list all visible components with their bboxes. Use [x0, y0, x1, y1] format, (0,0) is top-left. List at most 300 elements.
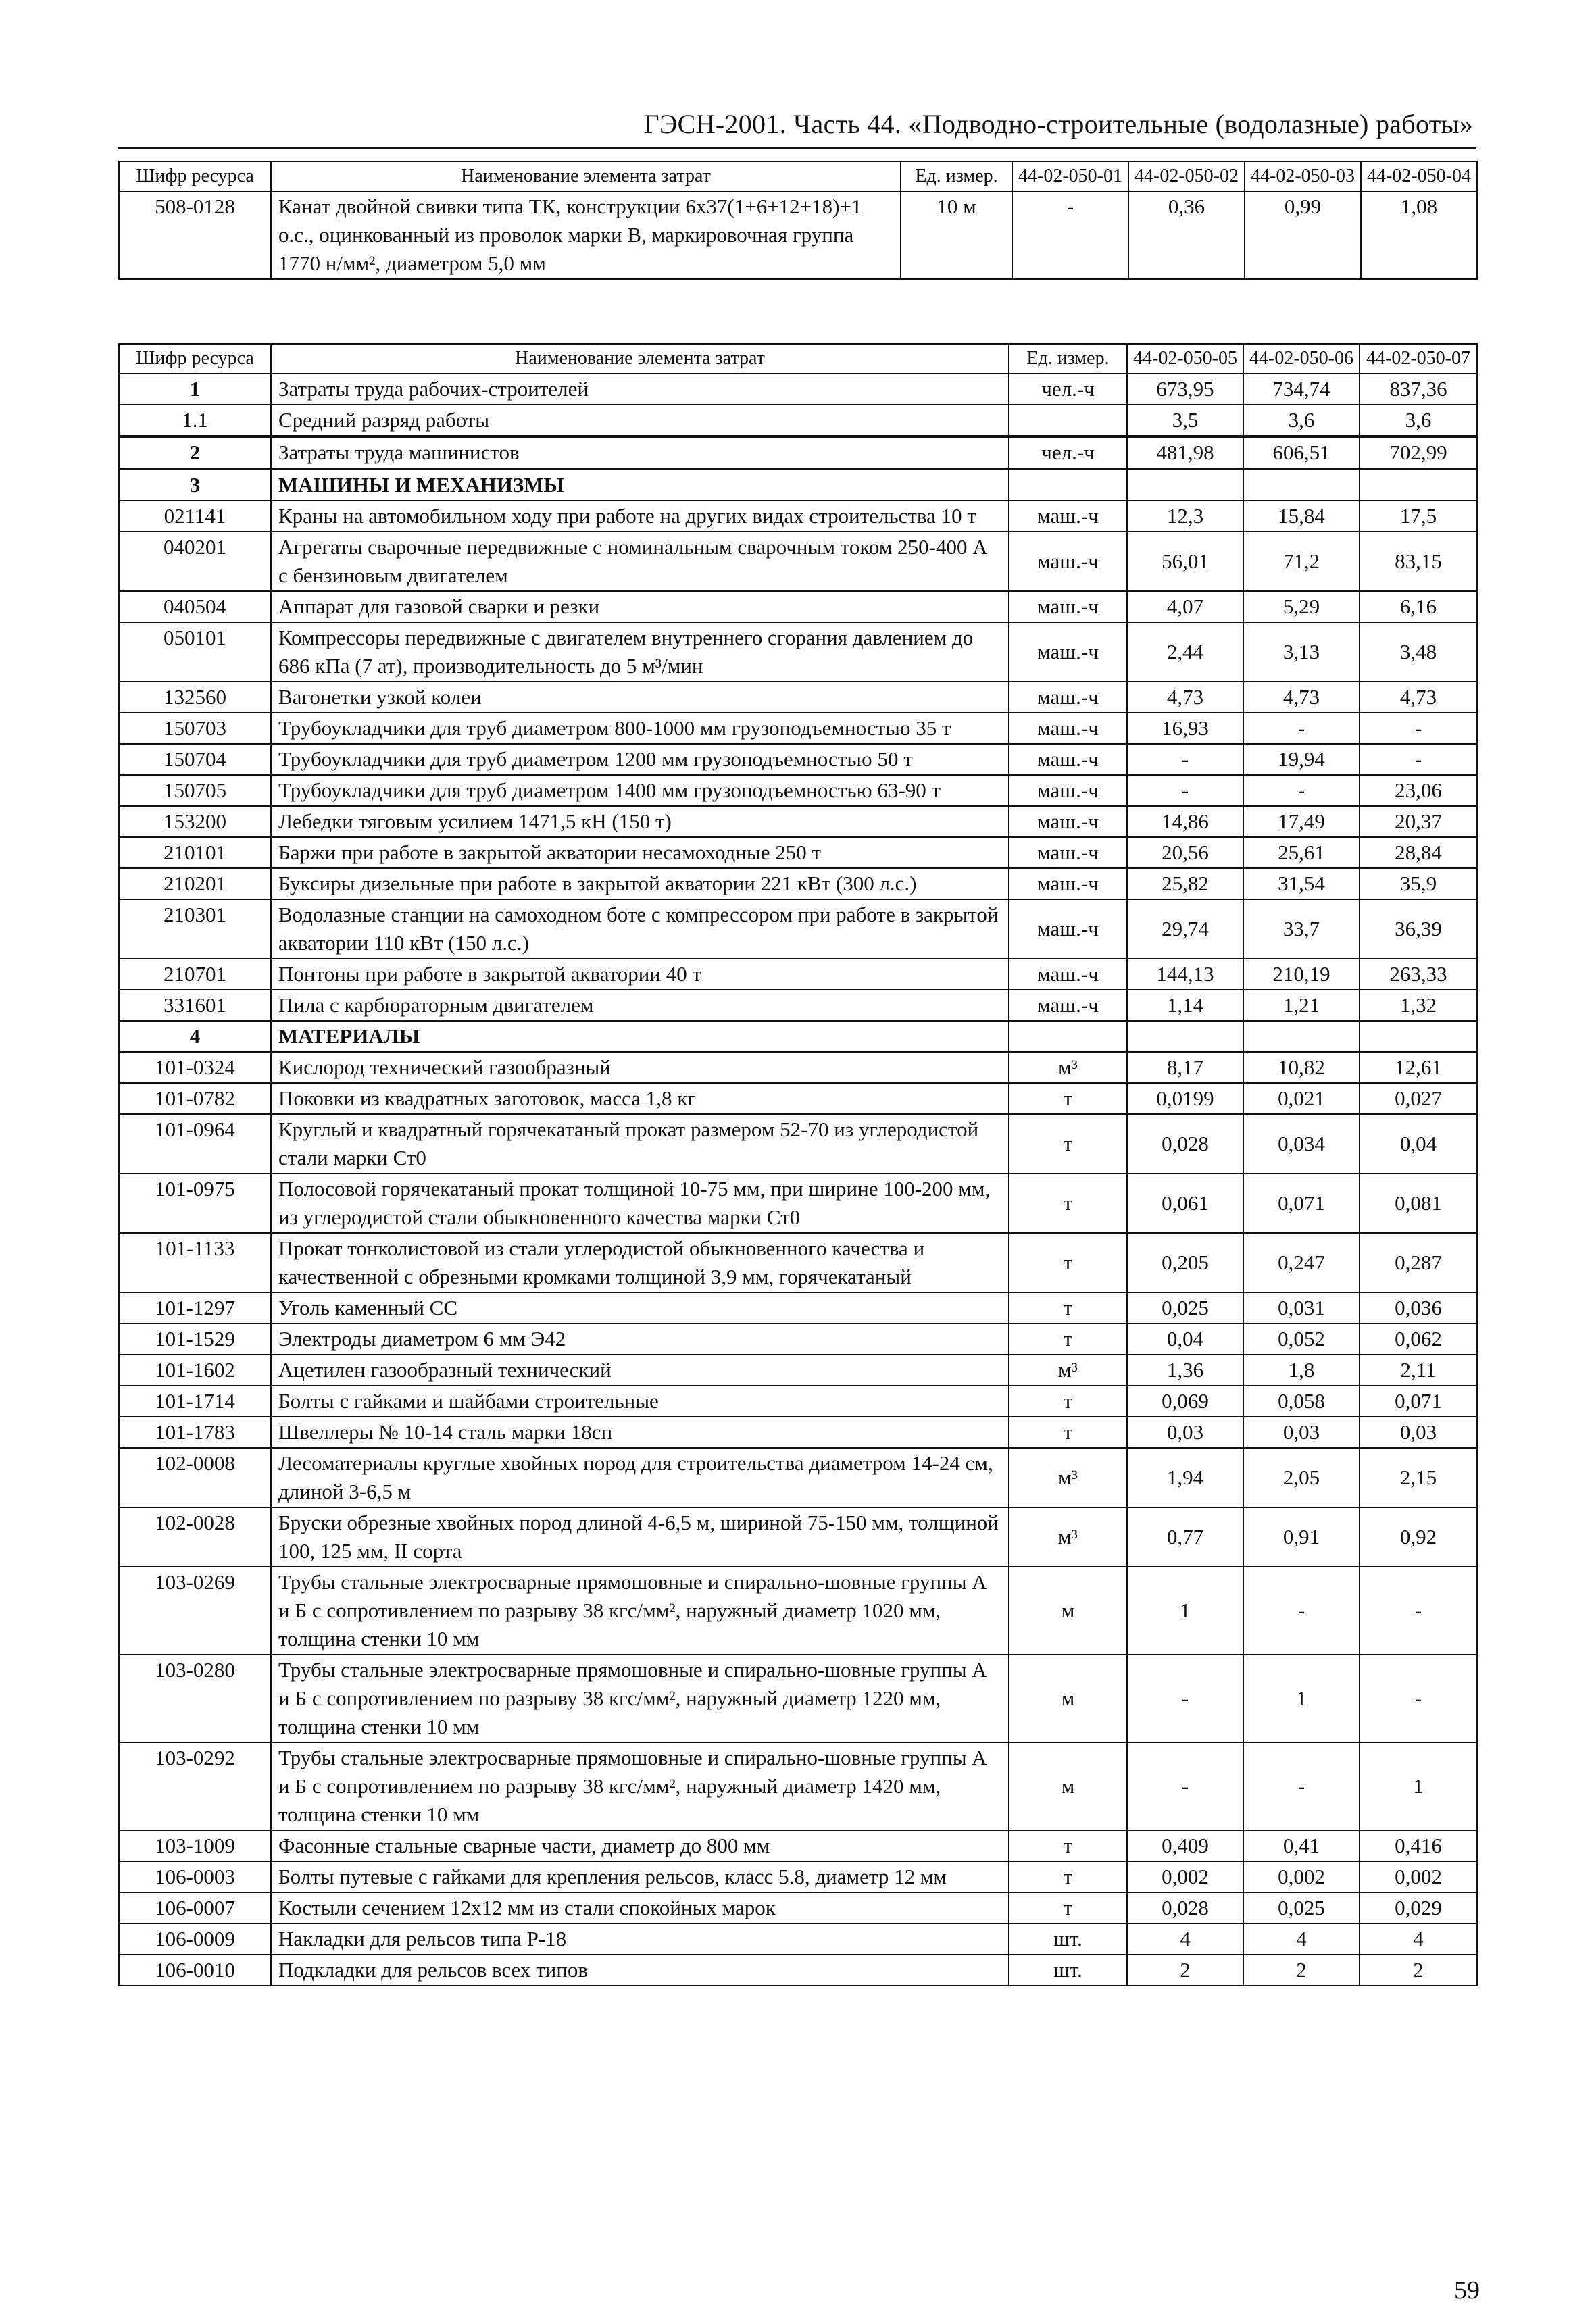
table-row [119, 1742, 1477, 1830]
cell-value-1: 4 [1127, 1923, 1243, 1955]
col-header-c1: 44-02-050-05 [1127, 344, 1243, 374]
cell-value-3: 2,11 [1360, 1355, 1477, 1386]
table-row [119, 532, 1477, 591]
cell-value-2: - [1243, 1742, 1360, 1830]
cell-value-1: 0,025 [1127, 1292, 1243, 1324]
cell-name: Баржи при работе в закрытой акватории несамоходные 250 т [271, 837, 1009, 868]
table-body [119, 374, 1477, 1986]
cell-value-1: 0,0199 [1127, 1083, 1243, 1114]
cell-value-3: 2 [1360, 1955, 1477, 1986]
cell-unit [1009, 1021, 1127, 1052]
cell-value-1: - [1012, 191, 1128, 279]
cell-code: 040504 [119, 591, 271, 622]
cell-name: Ацетилен газообразный технический [271, 1355, 1009, 1386]
cell-value-1: 0,069 [1127, 1386, 1243, 1417]
cell-name: Водолазные станции на самоходном боте с компрессором при работе в закрытой акватории 110 кВт (150 л.с.) [271, 899, 1009, 959]
cell-unit: маш.-ч [1009, 959, 1127, 990]
table-row [119, 1955, 1477, 1986]
cell-code: 150704 [119, 744, 271, 775]
cell-name: Накладки для рельсов типа Р-18 [271, 1923, 1009, 1955]
cell-code: 103-0280 [119, 1655, 271, 1742]
cell-unit: м [1009, 1655, 1127, 1742]
cell-code: 508-0128 [119, 191, 271, 279]
cell-name: Трубоукладчики для труб диаметром 1200 мм грузоподъемностью 50 т [271, 744, 1009, 775]
col-header-c1: 44-02-050-01 [1012, 161, 1128, 191]
cell-value-3: 837,36 [1360, 374, 1477, 405]
cell-value-1: - [1127, 1655, 1243, 1742]
cell-unit: шт. [1009, 1955, 1127, 1986]
cell-value-1: 3,5 [1127, 405, 1243, 436]
table-row [119, 1292, 1477, 1324]
cell-code: 210201 [119, 868, 271, 899]
cell-name: Краны на автомобильном ходу при работе на других видах строительства 10 т [271, 501, 1009, 532]
cell-value-1: 1,94 [1127, 1448, 1243, 1507]
cell-value-1: 0,409 [1127, 1830, 1243, 1861]
cell-value-1: 2,44 [1127, 622, 1243, 682]
cell-value-3: 3,6 [1360, 405, 1477, 436]
cell-value-3: 0,029 [1360, 1892, 1477, 1923]
cell-code: 150703 [119, 713, 271, 744]
cell-value-1: 481,98 [1127, 436, 1243, 469]
cell-unit: маш.-ч [1009, 501, 1127, 532]
table-row [119, 501, 1477, 532]
table-row [119, 1655, 1477, 1742]
resource-table-top [118, 161, 1478, 280]
cell-unit: т [1009, 1324, 1127, 1355]
cell-value-1: - [1127, 1742, 1243, 1830]
cell-value-1: 0,04 [1127, 1324, 1243, 1355]
cell-value-3: 3,48 [1360, 622, 1477, 682]
table-row [119, 959, 1477, 990]
cell-value-3: 36,39 [1360, 899, 1477, 959]
table-row [119, 713, 1477, 744]
cell-value-3: 0,062 [1360, 1324, 1477, 1355]
cell-value-1: - [1127, 775, 1243, 806]
cell-code: 153200 [119, 806, 271, 837]
cell-name: Подкладки для рельсов всех типов [271, 1955, 1009, 1986]
cell-value-2: 0,058 [1243, 1386, 1360, 1417]
cell-code: 132560 [119, 682, 271, 713]
cell-code: 103-0269 [119, 1567, 271, 1655]
cell-value-2: 1,8 [1243, 1355, 1360, 1386]
table-row [119, 622, 1477, 682]
col-header-name: Наименование элемента затрат [271, 344, 1009, 374]
header-rule [118, 147, 1476, 149]
cell-code: 101-1602 [119, 1355, 271, 1386]
cell-value-1: 25,82 [1127, 868, 1243, 899]
cell-code: 021141 [119, 501, 271, 532]
cell-value-1: 144,13 [1127, 959, 1243, 990]
cell-value-3: 1 [1360, 1742, 1477, 1830]
cell-value-1: 0,028 [1127, 1114, 1243, 1174]
cell-value-1: 1,14 [1127, 990, 1243, 1021]
cell-unit: маш.-ч [1009, 591, 1127, 622]
cell-value-1: 1 [1127, 1567, 1243, 1655]
cell-unit: т [1009, 1417, 1127, 1448]
cell-name: Фасонные стальные сварные части, диаметр до 800 мм [271, 1830, 1009, 1861]
cell-unit: м³ [1009, 1052, 1127, 1083]
cell-unit: т [1009, 1861, 1127, 1892]
page-number: 59 [1454, 2276, 1480, 2305]
cell-value-2: 4 [1243, 1923, 1360, 1955]
cell-value-2: 0,031 [1243, 1292, 1360, 1324]
cell-name: Компрессоры передвижные с двигателем внутреннего сгорания давлением до 686 кПа (7 ат), производительность до 5 м³/мин [271, 622, 1009, 682]
table-row [119, 1567, 1477, 1655]
cell-value-3: 263,33 [1360, 959, 1477, 990]
cell-unit: маш.-ч [1009, 713, 1127, 744]
cell-value-1: 4,07 [1127, 591, 1243, 622]
cell-value-2: 0,071 [1243, 1174, 1360, 1233]
table-header-row [119, 344, 1477, 374]
table-header-row [119, 161, 1477, 191]
cell-value-2: 0,021 [1243, 1083, 1360, 1114]
cell-value-3: 0,287 [1360, 1233, 1477, 1292]
cell-code: 102-0008 [119, 1448, 271, 1507]
cell-unit [1009, 405, 1127, 436]
cell-name: Затраты труда машинистов [271, 436, 1009, 469]
cell-value-2: 25,61 [1243, 837, 1360, 868]
cell-value-1: 8,17 [1127, 1052, 1243, 1083]
cell-code: 101-0782 [119, 1083, 271, 1114]
cell-value-3: - [1360, 713, 1477, 744]
cell-name: Трубы стальные электросварные прямошовные и спирально-шовные группы А и Б с сопротивлением по разрыву 38 кгс/мм², наружный диаметр 1420 мм, толщина стенки 10 мм [271, 1742, 1009, 1830]
page-header-title: ГЭСН-2001. Часть 44. «Подводно-строительные (водолазные) работы» [643, 109, 1473, 139]
table-row [119, 1355, 1477, 1386]
cell-unit: маш.-ч [1009, 837, 1127, 868]
cell-value-1: 20,56 [1127, 837, 1243, 868]
cell-unit: маш.-ч [1009, 682, 1127, 713]
cell-value-2: 10,82 [1243, 1052, 1360, 1083]
table-row [119, 868, 1477, 899]
col-header-c2: 44-02-050-06 [1243, 344, 1360, 374]
cell-code: 050101 [119, 622, 271, 682]
cell-value-3: 0,081 [1360, 1174, 1477, 1233]
table-row [119, 1892, 1477, 1923]
cell-value-3: - [1360, 744, 1477, 775]
cell-unit: м [1009, 1742, 1127, 1830]
cell-name: Поковки из квадратных заготовок, масса 1,8 кг [271, 1083, 1009, 1114]
cell-value-2: 31,54 [1243, 868, 1360, 899]
cell-value-2: 0,034 [1243, 1114, 1360, 1174]
cell-value-2: 0,03 [1243, 1417, 1360, 1448]
cell-code: 103-1009 [119, 1830, 271, 1861]
cell-value-3: - [1360, 1567, 1477, 1655]
cell-value-1: 2 [1127, 1955, 1243, 1986]
table-row [119, 1861, 1477, 1892]
cell-value-2: 0,025 [1243, 1892, 1360, 1923]
cell-value-3 [1360, 469, 1477, 501]
table-row [119, 1830, 1477, 1861]
cell-value-3: 0,99 [1245, 191, 1361, 279]
cell-value-1: 0,002 [1127, 1861, 1243, 1892]
cell-code: 101-1714 [119, 1386, 271, 1417]
cell-unit: чел.-ч [1009, 374, 1127, 405]
cell-value-2: 0,002 [1243, 1861, 1360, 1892]
resource-table-main [118, 343, 1478, 1986]
cell-value-1: 14,86 [1127, 806, 1243, 837]
cell-name: Понтоны при работе в закрытой акватории 40 т [271, 959, 1009, 990]
cell-name: Полосовой горячекатаный прокат толщиной 10-75 мм, при ширине 100-200 мм, из углеродистой стали обыкновенного качества марки Ст0 [271, 1174, 1009, 1233]
cell-value-2: - [1243, 775, 1360, 806]
cell-code: 103-0292 [119, 1742, 271, 1830]
cell-code: 106-0009 [119, 1923, 271, 1955]
cell-name: Кислород технический газообразный [271, 1052, 1009, 1083]
cell-value-1 [1127, 469, 1243, 501]
cell-value-1: 4,73 [1127, 682, 1243, 713]
cell-name: Аппарат для газовой сварки и резки [271, 591, 1009, 622]
cell-code: 2 [119, 436, 271, 469]
cell-value-3: 17,5 [1360, 501, 1477, 532]
cell-name: Болты путевые с гайками для крепления рельсов, класс 5.8, диаметр 12 мм [271, 1861, 1009, 1892]
cell-code: 101-1783 [119, 1417, 271, 1448]
cell-value-1: 673,95 [1127, 374, 1243, 405]
col-header-c3: 44-02-050-07 [1360, 344, 1477, 374]
cell-code: 101-1529 [119, 1324, 271, 1355]
cell-value-3: 0,92 [1360, 1507, 1477, 1567]
table-row [119, 1448, 1477, 1507]
cell-value-3: 35,9 [1360, 868, 1477, 899]
cell-name: Трубоукладчики для труб диаметром 1400 мм грузоподъемностью 63-90 т [271, 775, 1009, 806]
cell-value-2: 2 [1243, 1955, 1360, 1986]
cell-code: 1 [119, 374, 271, 405]
cell-unit: т [1009, 1830, 1127, 1861]
cell-name: Круглый и квадратный горячекатаный прокат размером 52-70 из углеродистой стали марки Ст0 [271, 1114, 1009, 1174]
cell-code: 3 [119, 469, 271, 501]
cell-value-2: 0,41 [1243, 1830, 1360, 1861]
cell-name: Канат двойной свивки типа ТК, конструкции 6х37(1+6+12+18)+1 о.с., оцинкованный из проволок марки В, маркировочная группа 1770 н/мм², диаметром 5,0 мм [271, 191, 901, 279]
cell-unit: м³ [1009, 1355, 1127, 1386]
cell-value-2: 3,6 [1243, 405, 1360, 436]
cell-name: Средний разряд работы [271, 405, 1009, 436]
table-row [119, 899, 1477, 959]
cell-unit: маш.-ч [1009, 775, 1127, 806]
cell-unit: т [1009, 1174, 1127, 1233]
cell-code: 106-0003 [119, 1861, 271, 1892]
cell-unit: т [1009, 1892, 1127, 1923]
cell-value-3: 6,16 [1360, 591, 1477, 622]
cell-name: Трубы стальные электросварные прямошовные и спирально-шовные группы А и Б с сопротивлением по разрыву 38 кгс/мм², наружный диаметр 1020 мм, толщина стенки 10 мм [271, 1567, 1009, 1655]
cell-value-1: 29,74 [1127, 899, 1243, 959]
cell-name: Швеллеры № 10-14 сталь марки 18сп [271, 1417, 1009, 1448]
cell-value-2: 17,49 [1243, 806, 1360, 837]
cell-unit: маш.-ч [1009, 806, 1127, 837]
cell-value-2: 734,74 [1243, 374, 1360, 405]
table-row [119, 1386, 1477, 1417]
cell-code: 101-0975 [119, 1174, 271, 1233]
table-row [119, 405, 1477, 436]
cell-code: 331601 [119, 990, 271, 1021]
cell-unit: м³ [1009, 1507, 1127, 1567]
cell-name: Вагонетки узкой колеи [271, 682, 1009, 713]
table-row [119, 191, 1477, 279]
cell-name: МАТЕРИАЛЫ [271, 1021, 1009, 1052]
cell-name: Трубы стальные электросварные прямошовные и спирально-шовные группы А и Б с сопротивлением по разрыву 38 кгс/мм², наружный диаметр 1220 мм, толщина стенки 10 мм [271, 1655, 1009, 1742]
table-row [119, 1174, 1477, 1233]
cell-name: Пила с карбюраторным двигателем [271, 990, 1009, 1021]
cell-value-1: - [1127, 744, 1243, 775]
cell-unit: т [1009, 1292, 1127, 1324]
cell-value-2: 0,052 [1243, 1324, 1360, 1355]
cell-code: 210301 [119, 899, 271, 959]
cell-name: Прокат тонколистовой из стали углеродистой обыкновенного качества и качественной с обрезными кромками толщиной 3,9 мм, горячекатаный [271, 1233, 1009, 1292]
cell-unit: чел.-ч [1009, 436, 1127, 469]
col-header-name: Наименование элемента затрат [271, 161, 901, 191]
cell-value-3: 0,071 [1360, 1386, 1477, 1417]
cell-value-3: 4,73 [1360, 682, 1477, 713]
cell-name: Болты с гайками и шайбами строительные [271, 1386, 1009, 1417]
table-row [119, 806, 1477, 837]
cell-code: 106-0007 [119, 1892, 271, 1923]
table-row [119, 1083, 1477, 1114]
cell-unit: т [1009, 1083, 1127, 1114]
table-row [119, 1417, 1477, 1448]
cell-value-3: 0,04 [1360, 1114, 1477, 1174]
col-header-c3: 44-02-050-03 [1245, 161, 1361, 191]
cell-unit: маш.-ч [1009, 868, 1127, 899]
cell-value-3: 83,15 [1360, 532, 1477, 591]
cell-value-2: 2,05 [1243, 1448, 1360, 1507]
cell-name: Электроды диаметром 6 мм Э42 [271, 1324, 1009, 1355]
cell-value-2: 3,13 [1243, 622, 1360, 682]
cell-value-1: 0,205 [1127, 1233, 1243, 1292]
table-row [119, 990, 1477, 1021]
table-row [119, 436, 1477, 469]
cell-value-2: 0,91 [1243, 1507, 1360, 1567]
col-header-c4: 44-02-050-04 [1361, 161, 1477, 191]
cell-code: 4 [119, 1021, 271, 1052]
cell-value-2: 210,19 [1243, 959, 1360, 990]
table-row [119, 682, 1477, 713]
cell-unit: 10 м [901, 191, 1012, 279]
col-header-unit: Ед. измер. [901, 161, 1012, 191]
cell-name: Лесоматериалы круглые хвойных пород для строительства диаметром 14-24 см, длиной 3-6,5 м [271, 1448, 1009, 1507]
section-row [119, 469, 1477, 501]
cell-value-2: 5,29 [1243, 591, 1360, 622]
cell-value-2: 33,7 [1243, 899, 1360, 959]
cell-name: Затраты труда рабочих-строителей [271, 374, 1009, 405]
cell-value-1: 1,36 [1127, 1355, 1243, 1386]
cell-value-3: 0,027 [1360, 1083, 1477, 1114]
cell-code: 1.1 [119, 405, 271, 436]
table-row [119, 1114, 1477, 1174]
cell-value-3: 0,416 [1360, 1830, 1477, 1861]
cell-value-4: 1,08 [1361, 191, 1477, 279]
cell-value-3: 0,036 [1360, 1292, 1477, 1324]
cell-code: 040201 [119, 532, 271, 591]
cell-value-3: 0,03 [1360, 1417, 1477, 1448]
table-row [119, 775, 1477, 806]
cell-value-2: 606,51 [1243, 436, 1360, 469]
cell-value-3 [1360, 1021, 1477, 1052]
cell-code: 102-0028 [119, 1507, 271, 1567]
cell-value-2: - [1243, 1567, 1360, 1655]
cell-value-3: 702,99 [1360, 436, 1477, 469]
cell-name: Уголь каменный СС [271, 1292, 1009, 1324]
cell-value-3: 1,32 [1360, 990, 1477, 1021]
cell-code: 106-0010 [119, 1955, 271, 1986]
table-row [119, 1324, 1477, 1355]
cell-value-2: 15,84 [1243, 501, 1360, 532]
table-row [119, 744, 1477, 775]
cell-value-2: - [1243, 713, 1360, 744]
table-row [119, 837, 1477, 868]
cell-value-3: 4 [1360, 1923, 1477, 1955]
cell-name: Агрегаты сварочные передвижные с номинальным сварочным током 250-400 А с бензиновым двигателем [271, 532, 1009, 591]
cell-value-3: 20,37 [1360, 806, 1477, 837]
cell-unit: шт. [1009, 1923, 1127, 1955]
cell-value-2 [1243, 1021, 1360, 1052]
cell-value-2: 1 [1243, 1655, 1360, 1742]
table-row [119, 1233, 1477, 1292]
col-header-c2: 44-02-050-02 [1128, 161, 1245, 191]
table-row [119, 591, 1477, 622]
cell-code: 150705 [119, 775, 271, 806]
cell-value-3: 28,84 [1360, 837, 1477, 868]
cell-value-2: 19,94 [1243, 744, 1360, 775]
cell-unit: т [1009, 1386, 1127, 1417]
cell-value-3: 23,06 [1360, 775, 1477, 806]
cell-value-3: 0,002 [1360, 1861, 1477, 1892]
cell-name: Костыли сечением 12х12 мм из стали спокойных марок [271, 1892, 1009, 1923]
cell-unit: м [1009, 1567, 1127, 1655]
cell-value-1: 56,01 [1127, 532, 1243, 591]
cell-name: Трубоукладчики для труб диаметром 800-1000 мм грузоподъемностью 35 т [271, 713, 1009, 744]
cell-code: 101-0324 [119, 1052, 271, 1083]
cell-name: Лебедки тяговым усилием 1471,5 кН (150 т) [271, 806, 1009, 837]
table-row [119, 1507, 1477, 1567]
cell-code: 101-1133 [119, 1233, 271, 1292]
section-row [119, 1021, 1477, 1052]
cell-unit: м³ [1009, 1448, 1127, 1507]
col-header-code: Шифр ресурса [119, 344, 271, 374]
cell-value-1: 16,93 [1127, 713, 1243, 744]
cell-value-3: 12,61 [1360, 1052, 1477, 1083]
cell-value-2: 0,247 [1243, 1233, 1360, 1292]
cell-value-2: 4,73 [1243, 682, 1360, 713]
cell-name: Бруски обрезные хвойных пород длиной 4-6,5 м, шириной 75-150 мм, толщиной 100, 125 мм, II сорта [271, 1507, 1009, 1567]
cell-value-3: - [1360, 1655, 1477, 1742]
table-row [119, 1923, 1477, 1955]
cell-unit: маш.-ч [1009, 990, 1127, 1021]
cell-unit: т [1009, 1233, 1127, 1292]
cell-code: 101-1297 [119, 1292, 271, 1324]
table-row [119, 374, 1477, 405]
cell-unit: маш.-ч [1009, 899, 1127, 959]
cell-value-1: 0,77 [1127, 1507, 1243, 1567]
cell-value-1: 0,028 [1127, 1892, 1243, 1923]
col-header-code: Шифр ресурса [119, 161, 271, 191]
cell-value-1: 12,3 [1127, 501, 1243, 532]
table-row [119, 1052, 1477, 1083]
cell-value-1: 0,061 [1127, 1174, 1243, 1233]
cell-value-1 [1127, 1021, 1243, 1052]
cell-unit [1009, 469, 1127, 501]
cell-value-2: 71,2 [1243, 532, 1360, 591]
cell-name: Буксиры дизельные при работе в закрытой акватории 221 кВт (300 л.с.) [271, 868, 1009, 899]
cell-unit: маш.-ч [1009, 532, 1127, 591]
cell-code: 101-0964 [119, 1114, 271, 1174]
cell-code: 210701 [119, 959, 271, 990]
cell-value-2: 1,21 [1243, 990, 1360, 1021]
cell-code: 210101 [119, 837, 271, 868]
cell-value-2 [1243, 469, 1360, 501]
cell-unit: маш.-ч [1009, 744, 1127, 775]
cell-name: МАШИНЫ И МЕХАНИЗМЫ [271, 469, 1009, 501]
col-header-unit: Ед. измер. [1009, 344, 1127, 374]
cell-unit: т [1009, 1114, 1127, 1174]
cell-unit: маш.-ч [1009, 622, 1127, 682]
cell-value-2: 0,36 [1128, 191, 1245, 279]
